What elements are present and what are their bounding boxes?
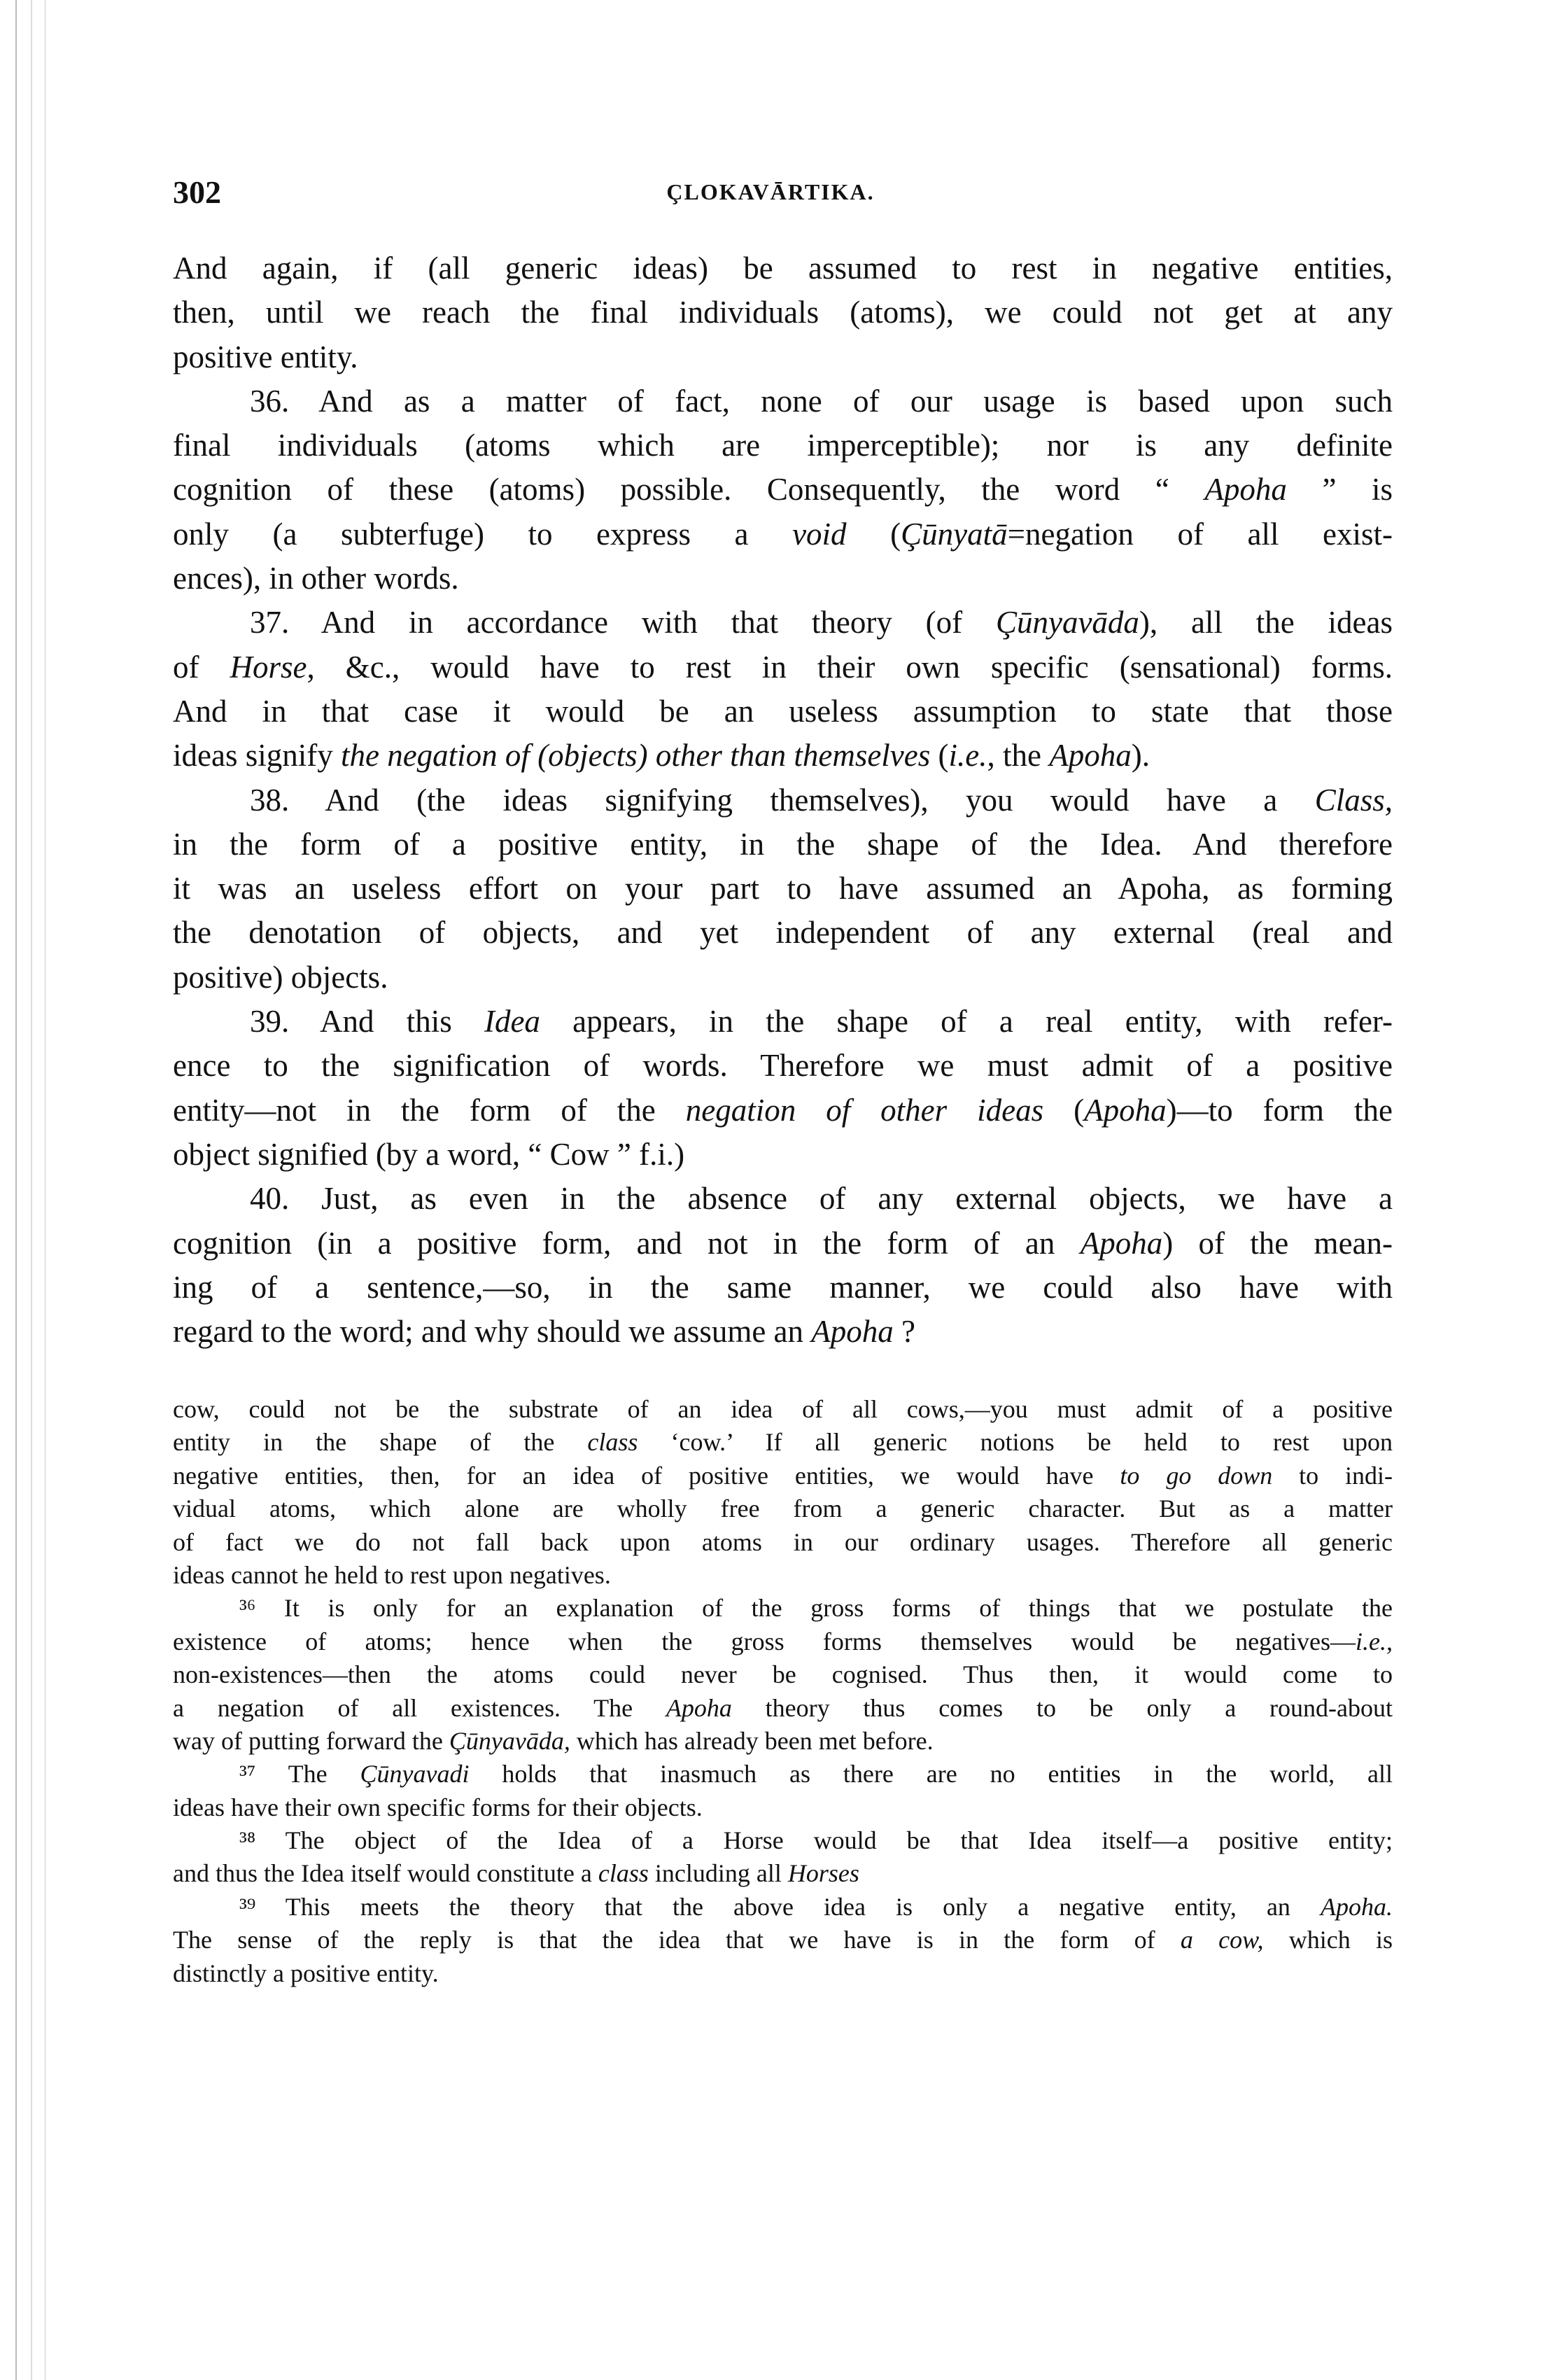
text-span: 39. And this (250, 1004, 484, 1040)
text-span: it was an useless effort on your part to have assumed an Apoha, as forming (173, 871, 1393, 906)
text-span: ³⁶ It is only for an explanation of the gross forms of things that we postulate the (239, 1594, 1393, 1623)
italic-text: Horses (787, 1859, 859, 1888)
text-span: existence of atoms; hence when the gross forms themselves would be negatives— (173, 1627, 1356, 1656)
text-line (173, 1133, 1393, 1177)
text-span: non-existences—then the atoms could never be cognised. Thus then, it would come to (173, 1660, 1393, 1689)
text-span: theory thus comes to be only a round-about (731, 1693, 1393, 1722)
text-span: object signified (by a word, “ Cow ” f.i.) (173, 1136, 685, 1172)
text-span: of fact we do not fall back upon atoms in our ordinary usages. Therefore all generic (173, 1527, 1393, 1556)
footnote-line (173, 1957, 1393, 1990)
text-span: cow, could not be the substrate of an idea of all cows,—you must admit of a positive (173, 1395, 1393, 1423)
text-span: ing of a sentence,—so, in the same manner, we could also have with (173, 1269, 1393, 1305)
italic-text: void (792, 516, 847, 552)
text-span: entity—not in the form of the (173, 1092, 686, 1128)
text-span: negative entities, then, for an idea of positive entities, we would have (173, 1461, 1120, 1490)
italic-text: the negation of (objects) other than themselves (340, 738, 931, 774)
italic-text: Apoha. (1321, 1892, 1393, 1921)
text-span: ) of the mean- (1162, 1225, 1393, 1261)
text-span: then, until we reach the final individuals (atoms), we could not get at any (173, 295, 1393, 330)
text-line (173, 556, 1393, 601)
text-span: 40. Just, as even in the absence of any external objects, we have a (250, 1181, 1393, 1217)
text-line (173, 955, 1393, 1000)
text-line (173, 778, 1393, 822)
text-span: entity in the shape of the (173, 1428, 588, 1457)
text-span: ideas cannot he held to rest upon negatives. (173, 1560, 611, 1589)
text-line (173, 822, 1393, 867)
text-line (173, 468, 1393, 512)
footnote-line (173, 1824, 1393, 1857)
text-span: , the (987, 738, 1050, 774)
footnote-line (173, 1891, 1393, 1924)
text-span: , &c., would have to rest in their own specific (sensational) forms. (307, 649, 1393, 685)
italic-text: Çūnyavāda (995, 605, 1139, 640)
text-span: And again, if (all generic ideas) be assumed to rest in negative entities, (173, 251, 1393, 286)
text-line (173, 1177, 1393, 1221)
text-span: 38. And (the ideas signifying themselves), you would have a (250, 782, 1315, 818)
italic-text: Class, (1314, 782, 1393, 818)
italic-text: to go down (1120, 1461, 1273, 1490)
text-line (173, 379, 1393, 424)
footnote-line (173, 1559, 1393, 1592)
text-span: holds that inasmuch as there are no entities in the world, all (469, 1760, 1393, 1788)
text-line (173, 290, 1393, 335)
footnote-line (173, 1725, 1393, 1758)
text-line (173, 246, 1393, 290)
page-number: 302 (173, 174, 221, 210)
text-span: way of putting forward the (173, 1726, 449, 1755)
italic-text: Çūnyavāda, (449, 1726, 570, 1755)
text-span: ence to the signification of words. Therefore we must admit of a positive (173, 1048, 1393, 1084)
text-span: ), all the ideas (1139, 605, 1393, 640)
text-span: 36. And as a matter of fact, none of our usage is based upon such (250, 383, 1393, 419)
text-span: ). (1131, 738, 1150, 774)
italic-text: class (598, 1859, 649, 1888)
text-span: vidual atoms, which alone are wholly free from a generic character. But as a matter (173, 1494, 1393, 1523)
italic-text: Idea (484, 1004, 540, 1040)
text-line (173, 512, 1393, 556)
italic-text: i.e., (1356, 1627, 1393, 1656)
text-span: )—to form the (1166, 1092, 1393, 1128)
text-span: appears, in the shape of a real entity, with refer- (540, 1004, 1393, 1040)
footnote-line (173, 1791, 1393, 1824)
italic-text: class (587, 1428, 638, 1457)
italic-text: i.e. (948, 738, 987, 774)
text-span: cognition of these (atoms) possible. Consequently, the word “ (173, 472, 1205, 507)
text-span: =negation of all exist- (1007, 516, 1393, 552)
scan-edge-line (15, 0, 17, 2380)
text-line (173, 1222, 1393, 1266)
text-span: ( (930, 738, 949, 774)
text-span: ideas have their own specific forms for their objects. (173, 1793, 703, 1821)
footnote-line (173, 1658, 1393, 1691)
text-span: positive entity. (173, 339, 358, 374)
text-span: ³⁹ This meets the theory that the above idea is only a negative entity, an (239, 1892, 1321, 1921)
text-span: to indi- (1272, 1461, 1393, 1490)
text-line (173, 911, 1393, 955)
footnote-line (173, 1625, 1393, 1658)
text-line (173, 690, 1393, 734)
italic-text: Apoha (1080, 1225, 1163, 1261)
text-span: ( (846, 516, 901, 552)
text-span: a negation of all existences. The (173, 1693, 666, 1722)
text-span: positive) objects. (173, 959, 388, 995)
footnote-line (173, 1526, 1393, 1559)
scan-edge-line (31, 0, 32, 2380)
text-span: final individuals (atoms which are imperceptible); nor is any definite (173, 428, 1393, 463)
italic-text: Apoha (1049, 738, 1132, 774)
footnote-line (173, 1393, 1393, 1426)
text-span: including all (648, 1859, 788, 1888)
text-span: ideas signify (173, 738, 341, 774)
footnotes (173, 1393, 1393, 1990)
text-span: The sense of the reply is that the idea that we have is in the form of (173, 1926, 1181, 1954)
text-line (173, 734, 1393, 778)
italic-text: a cow, (1180, 1926, 1264, 1954)
text-span: of (173, 649, 230, 685)
text-span: 37. And in accordance with that theory (of (250, 605, 996, 640)
italic-text: Apoha (1204, 472, 1287, 507)
text-span: ences), in other words. (173, 561, 459, 596)
italic-text: Horse (230, 649, 307, 685)
footnote-line (173, 1692, 1393, 1725)
text-line (173, 645, 1393, 690)
text-span: in the form of a positive entity, in the shape of the Idea. And therefore (173, 826, 1393, 862)
footnote-line (173, 1857, 1393, 1890)
text-span: ³⁸ The object of the Idea of a Horse would be that Idea itself—a positive entity; (239, 1826, 1393, 1855)
text-span: distinctly a positive entity. (173, 1959, 439, 1987)
main-text (173, 246, 1393, 1354)
italic-text: Çūnyavadi (360, 1760, 470, 1788)
footnote-line (173, 1592, 1393, 1625)
italic-text: Apoha (811, 1314, 894, 1350)
text-line (173, 335, 1393, 379)
text-line (173, 1310, 1393, 1354)
italic-text: negation of other ideas (685, 1092, 1044, 1128)
text-span: ( (1043, 1092, 1085, 1128)
text-line (173, 867, 1393, 911)
text-line (173, 1000, 1393, 1044)
text-span: regard to the word; and why should we assume an (173, 1314, 812, 1350)
footnote-line (173, 1758, 1393, 1791)
text-line (173, 1088, 1393, 1133)
running-title: ÇLOKAVĀRTIKA. (666, 179, 875, 204)
text-span: which has already been met before. (570, 1726, 934, 1755)
footnote-line (173, 1426, 1393, 1459)
footnote-line (173, 1492, 1393, 1525)
text-span: only (a subterfuge) to express a (173, 516, 793, 552)
text-span: ³⁷ The (239, 1760, 360, 1788)
italic-text: Çūnyatā (901, 516, 1008, 552)
text-line (173, 1266, 1393, 1310)
text-span: ? (893, 1314, 916, 1350)
text-span: which is (1263, 1926, 1393, 1954)
text-span: cognition (in a positive form, and not in the form of an (173, 1225, 1081, 1261)
text-line (173, 1044, 1393, 1088)
footnote-line (173, 1460, 1393, 1492)
text-line (173, 424, 1393, 468)
text-span: ” is (1286, 472, 1393, 507)
footnote-line (173, 1924, 1393, 1956)
text-span: the denotation of objects, and yet independent of any external (real and (173, 915, 1393, 951)
text-span: and thus the Idea itself would constitute a (173, 1859, 598, 1888)
text-line (173, 601, 1393, 645)
italic-text: Apoha (666, 1693, 732, 1722)
text-span: And in that case it would be an useless assumption to state that those (173, 693, 1393, 729)
text-span: ‘cow.’ If all generic notions be held to rest upon (638, 1428, 1393, 1457)
italic-text: Apoha (1084, 1092, 1167, 1128)
